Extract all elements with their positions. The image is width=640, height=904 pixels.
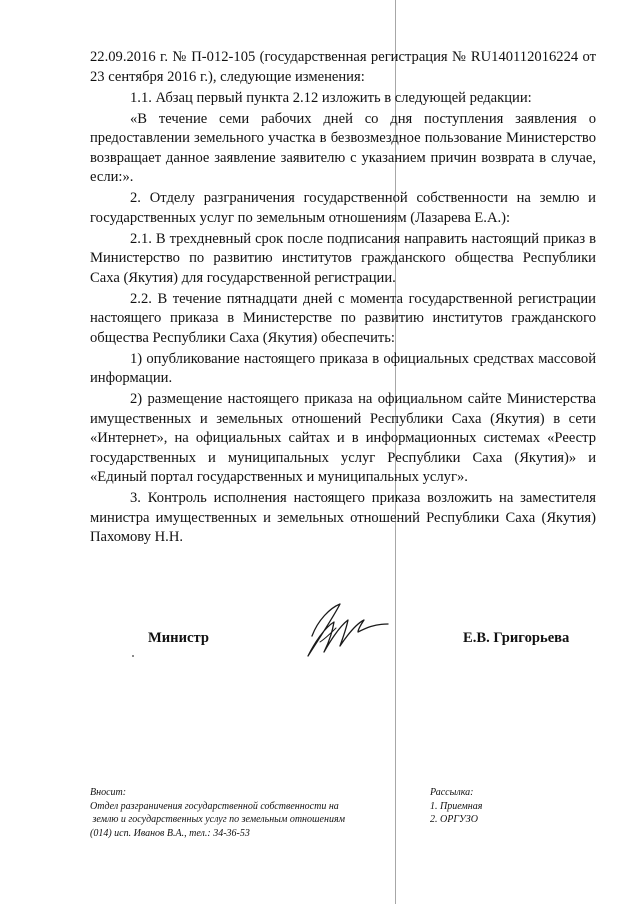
submitted-label: Вносит: [90,787,127,798]
submitted-by-block [90,786,390,840]
paragraph-quote: «В течение семи рабочих дней со дня поступления заявления о предоставлении земельного участка в безвозмездное пользование Министерство возвращает данное заявление заявителю с указанием причин возврата в случае, если:». [90,110,596,185]
distribution-item: 1. Приемная [430,800,483,812]
paragraph-item-1: 1) опубликование настоящего приказа в официальных средствах массовой информации. [90,350,596,386]
order-body [90,48,596,549]
paragraph-2: 2. Отделу разграничения государственной собственности на землю и государственных услуг по земельным отношениям (Лазарева Е.А.): [90,190,596,226]
signatory-name: Е.В. Григорьева [463,630,570,646]
distribution-label: Рассылка: [430,787,474,798]
paragraph-3: 3. Контроль исполнения настоящего приказа возложить на заместителя министра имущественных и земельных отношений Республики Саха (Якутия) Пахомову Н.Н. [90,490,596,545]
signatory-title: Министр [148,630,209,646]
signature-row [0,630,640,670]
paragraph-2-2: 2.2. В течение пятнадцати дней с момента государственной регистрации настоящего приказа в Министерстве по развитию институтов гражданского общества Республики Саха (Якутия) обеспечить: [90,290,596,346]
paragraph-2-1: 2.1. В трехдневный срок после подписания направить настоящий приказ в Министерство по развитию институтов гражданского общества Республики Саха (Якутия) для государственной регистрации. [90,230,596,286]
submitted-line: Отдел разграничения государственной собственности на [90,800,339,812]
submitted-line: землю и государственных услуг по земельным отношениям [90,814,345,825]
submitted-line: (014) исп. Иванов В.А., тел.: 34-36-53 [90,827,250,839]
distribution-block [430,786,580,827]
paragraph-1-1: 1.1. Абзац первый пункта 2.12 изложить в следующей редакции: [130,89,532,106]
paragraph-registration: 22.09.2016 г. № П-012-105 (государственная регистрация № RU140112016224 от 23 сентября 2016 г.), следующие изменения: [90,49,596,85]
distribution-item: 2. ОРГУЗО [430,814,478,825]
paragraph-item-2: 2) размещение настоящего приказа на официальном сайте Министерства имущественных и земельных отношений Республики Саха (Якутия) в сети «Интернет», на официальных сайтах и в информационных системах «Реестр государственных и муниципальных услуг Республики Саха (Якутия)» и «Единый портал государственных и муниципальных услуг». [90,391,596,485]
